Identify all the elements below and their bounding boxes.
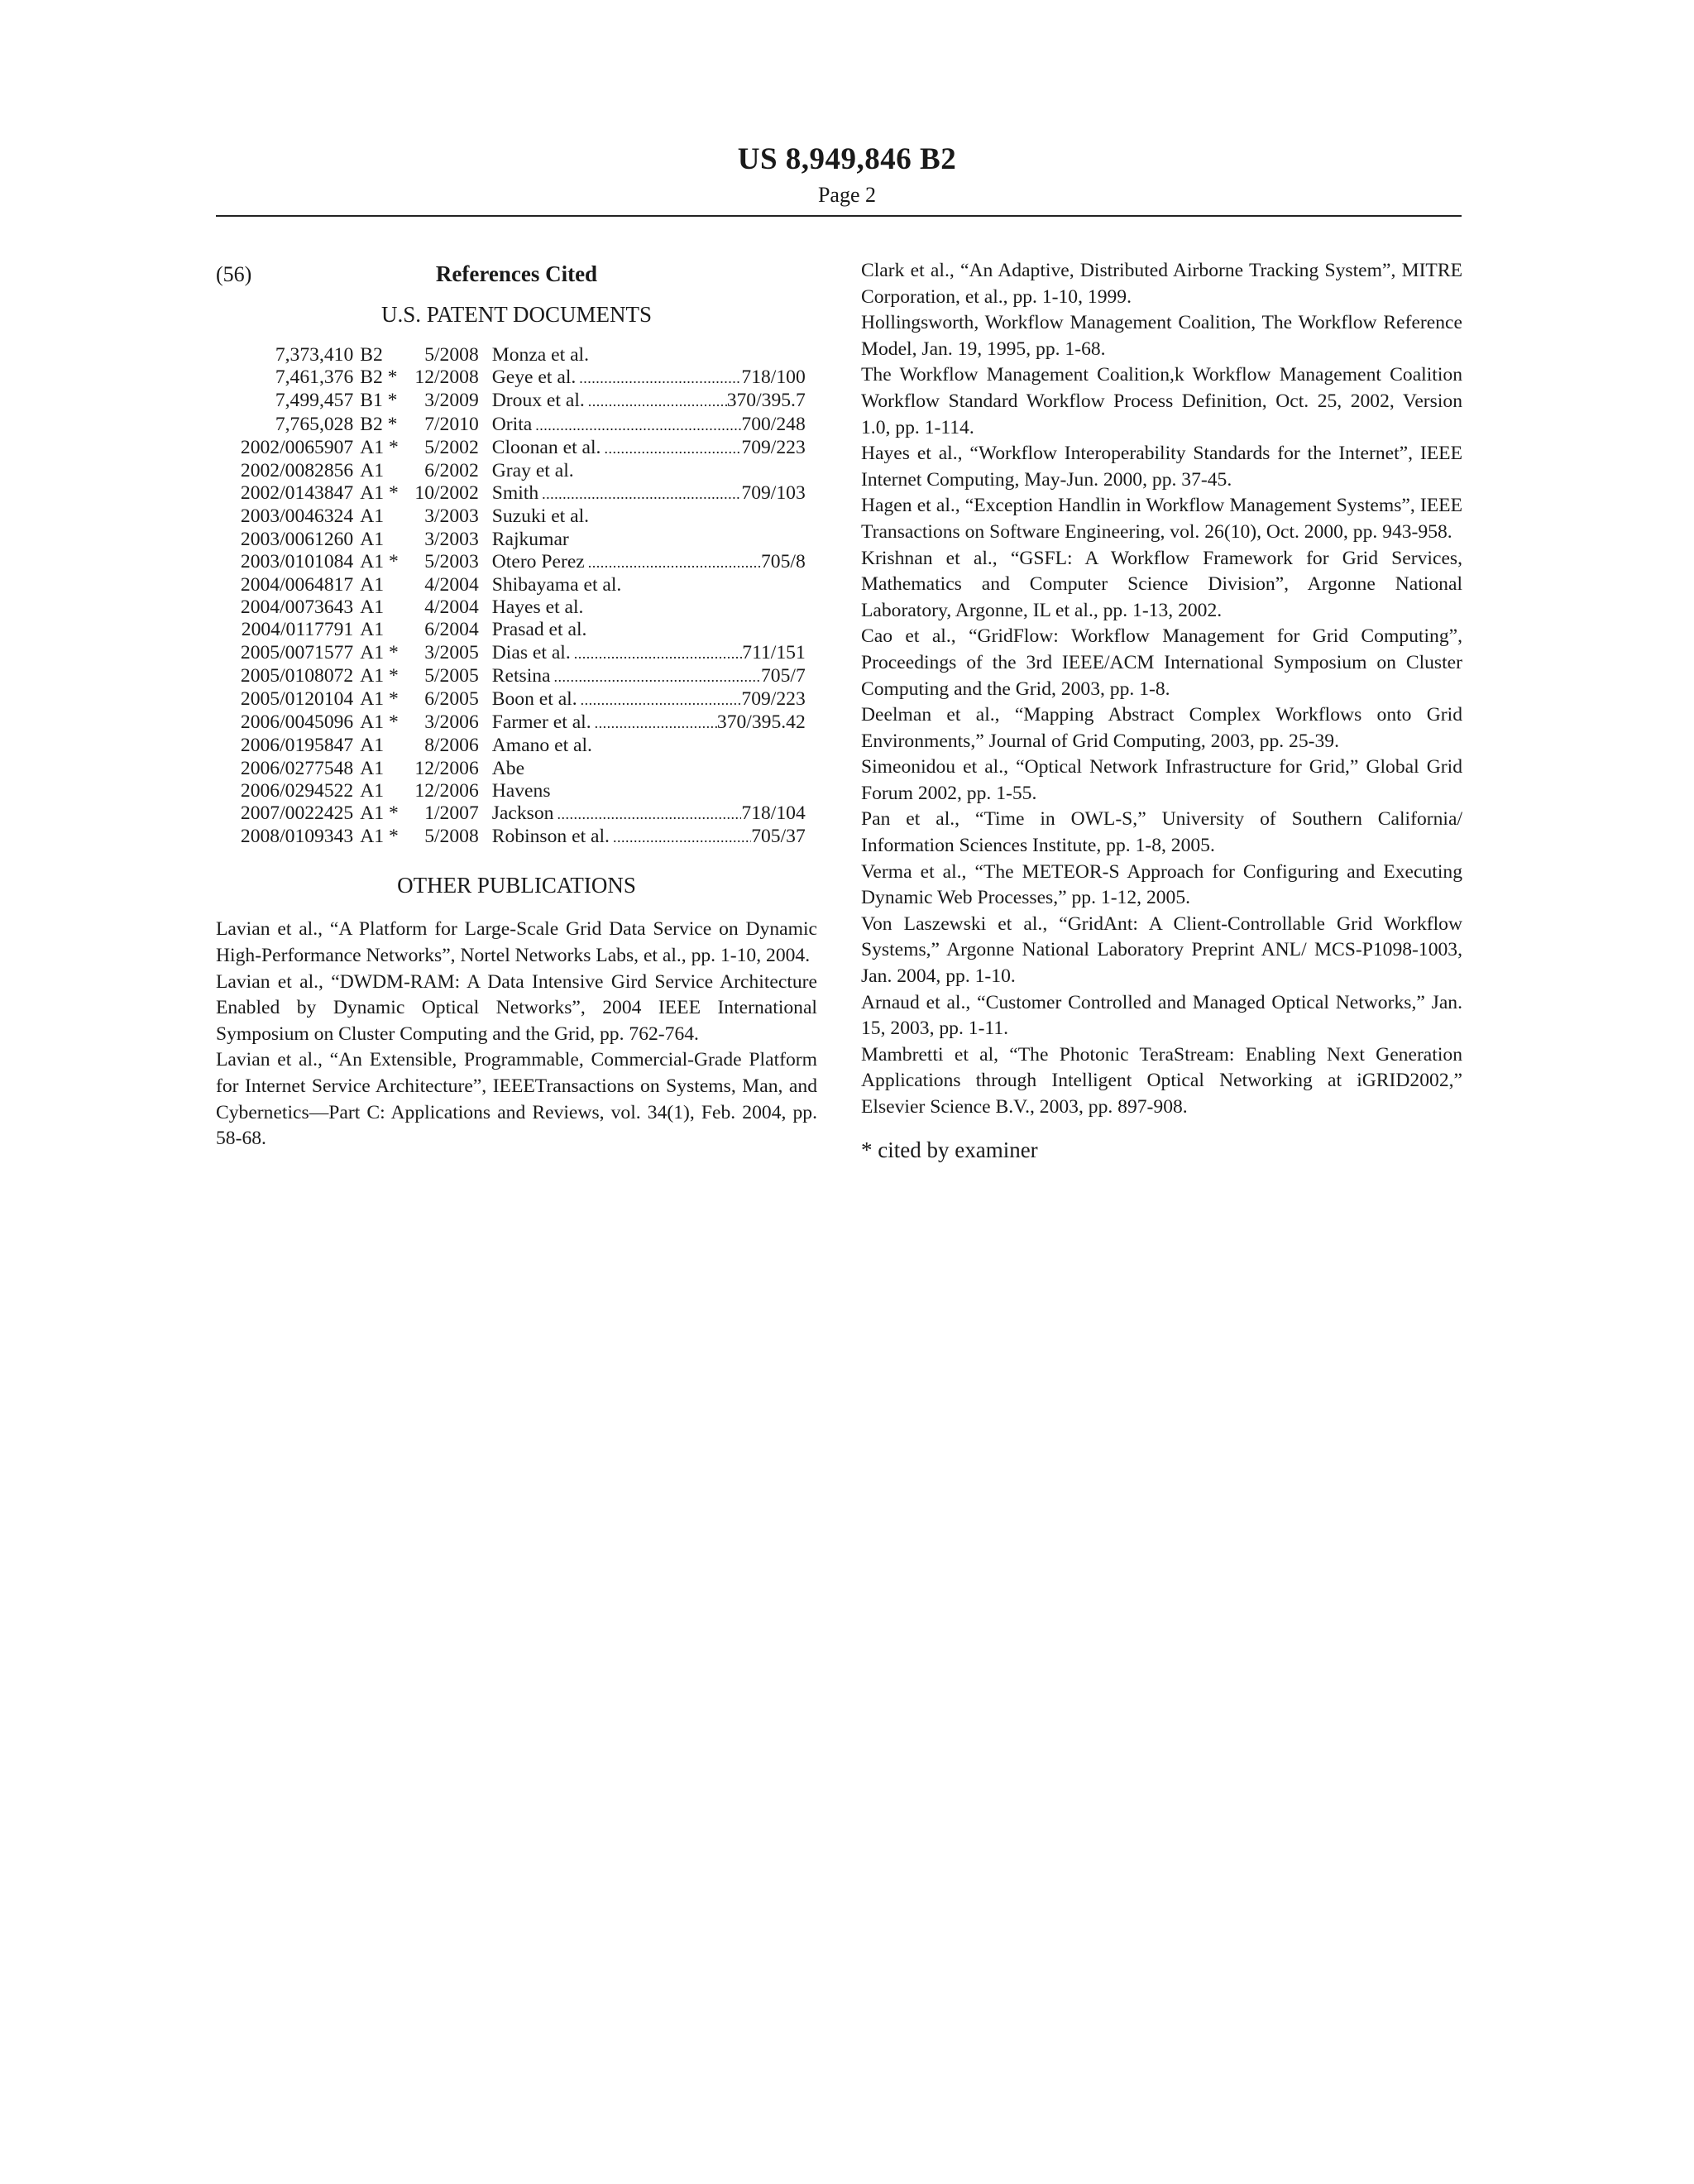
patent-number: US 8,949,846 B2 [737, 142, 957, 176]
dot-leader [532, 414, 741, 437]
patent-date-cell: 12/2006 [414, 779, 479, 802]
patent-class: 711/151 [742, 641, 806, 663]
patent-row [216, 826, 817, 849]
publication-entry: Arnaud et al., “Customer Controlled and Managed Optical Networks,” Jan. 15, 2003, pp. 1-11. [861, 991, 1462, 1040]
patent-inventor-cell [479, 529, 817, 551]
section-number: (56) [216, 262, 252, 286]
patent-row [216, 460, 817, 482]
patent-number-cell: 2003/0046324 [240, 505, 354, 528]
patent-kind-cell: A1 * [360, 688, 399, 711]
patent-number-cell: 2004/0064817 [240, 574, 354, 596]
patent-inventor: Otero Perez [491, 550, 585, 572]
other-publications-right [861, 258, 1462, 1121]
other-publications-left [216, 917, 817, 1152]
patent-row [216, 390, 817, 413]
patent-inventor: Havens [491, 779, 551, 802]
dot-leader [553, 802, 741, 826]
patent-class: 700/248 [741, 413, 806, 435]
dot-leader [610, 826, 751, 849]
patent-inventor-cell [479, 414, 817, 437]
patent-number-cell: 2003/0101084 [240, 550, 354, 572]
patent-inventor: Abe [491, 757, 525, 779]
patent-row [216, 574, 817, 596]
patent-inventor-cell [479, 758, 817, 780]
patent-number-cell: 2006/0294522 [240, 779, 354, 802]
patent-date-cell: 6/2004 [424, 619, 479, 641]
patent-row [216, 482, 817, 505]
patent-number-cell: 7,765,028 [275, 413, 354, 435]
patent-class: 705/8 [761, 550, 806, 572]
patent-inventor-cell [479, 619, 817, 641]
patent-inventor: Farmer et al. [491, 711, 591, 734]
patent-row [216, 642, 817, 665]
patent-number-cell: 2003/0061260 [240, 528, 354, 550]
patent-kind-cell: A1 [360, 596, 385, 619]
patent-inventor: Cloonan et al. [491, 436, 601, 458]
patent-kind-cell: A1 [360, 757, 385, 779]
publication-entry: Lavian et al., “A Platform for Large-Scale Grid Data Service on Dynamic High-Performance Networks”, Nortel Networks Labs, et al., pp. 1-10, 2004. [216, 918, 817, 967]
patent-date-cell: 6/2002 [424, 460, 479, 482]
patent-class: 709/103 [741, 482, 806, 505]
patent-number-cell: 2002/0065907 [240, 436, 354, 458]
patent-row [216, 366, 817, 390]
patent-row [216, 437, 817, 460]
dot-leader [591, 711, 717, 735]
dot-leader [551, 665, 761, 688]
patent-inventor-cell [479, 551, 817, 574]
publication-entry: Lavian et al., “DWDM-RAM: A Data Intensive Gird Service Architecture Enabled by Dynamic Optical Networks”, 2004 IEEE International Symposium on Cluster Computing and the Grid, pp. 762-764. [216, 970, 817, 1045]
patent-inventor: Robinson et al. [491, 826, 610, 848]
patent-inventor: Smith [491, 482, 539, 505]
patent-inventor-cell [479, 665, 817, 688]
patent-row [216, 551, 817, 574]
patent-inventor: Hayes et al. [491, 596, 584, 619]
patent-row [216, 344, 817, 366]
patent-number-cell: 2008/0109343 [240, 826, 354, 848]
patent-date-cell: 5/2008 [424, 344, 479, 366]
patent-inventor-cell [479, 505, 817, 528]
patent-class: 705/7 [761, 664, 806, 687]
patent-date-cell: 7/2010 [424, 413, 479, 435]
patent-inventor-cell [479, 460, 817, 482]
patent-inventor: Gray et al. [491, 460, 574, 482]
publication-entry: Pan et al., “Time in OWL-S,” University of Southern California/ Information Sciences Institute, pp. 1-8, 2005. [861, 808, 1462, 857]
patent-date-cell: 4/2004 [424, 596, 479, 619]
patent-number-cell: 2002/0082856 [240, 460, 354, 482]
right-column [861, 258, 1462, 1164]
patent-kind-cell: A1 * [360, 641, 399, 663]
patent-kind-cell: B2 [360, 344, 383, 366]
patent-inventor-cell [479, 826, 817, 849]
patent-row [216, 735, 817, 757]
patent-inventor-cell [479, 735, 817, 757]
left-column [216, 258, 817, 1152]
patent-number-cell: 2007/0022425 [240, 802, 354, 825]
patent-inventor: Geye et al. [491, 366, 577, 389]
patent-number-cell: 7,499,457 [275, 390, 354, 412]
patent-kind-cell: A1 * [360, 550, 399, 572]
patent-inventor-cell [479, 596, 817, 619]
patent-inventor: Dias et al. [491, 641, 571, 663]
patent-inventor-cell [479, 802, 817, 826]
patent-inventor: Boon et al. [491, 688, 577, 711]
dot-leader [585, 551, 761, 574]
patent-kind-cell: A1 * [360, 436, 399, 458]
patent-inventor-cell [479, 574, 817, 596]
page-number: Page 2 [817, 183, 877, 207]
us-patents-heading: U.S. PATENT DOCUMENTS [380, 302, 653, 327]
patent-inventor: Jackson [491, 802, 554, 825]
patent-inventor-cell [479, 482, 817, 505]
patent-date-cell: 3/2009 [424, 390, 479, 412]
patent-number-cell: 7,461,376 [275, 366, 354, 389]
patent-row [216, 711, 817, 735]
page-header [0, 141, 1694, 208]
patent-number-cell: 7,373,410 [275, 344, 354, 366]
patent-kind-cell: A1 * [360, 802, 399, 825]
patent-number-cell: 2005/0071577 [240, 641, 354, 663]
patent-number-cell: 2006/0045096 [240, 711, 354, 734]
patent-kind-cell: B1 * [360, 390, 398, 412]
patent-inventor: Monza et al. [491, 344, 590, 366]
patent-date-cell: 12/2006 [414, 757, 479, 779]
patent-number-cell: 2004/0117791 [241, 619, 354, 641]
other-publications-heading: OTHER PUBLICATIONS [397, 873, 636, 898]
publication-entry: Lavian et al., “An Extensible, Programmable, Commercial-Grade Platform for Internet Service Architecture”, IEEETransactions on Systems, Man, and Cybernetics—Part C: Applications and Reviews, vol. 34(1), Feb. 2004, pp. 58-68. [216, 1049, 817, 1150]
patent-row [216, 529, 817, 551]
publication-entry: Cao et al., “GridFlow: Workflow Management for Grid Computing”, Proceedings of the 3rd IEEE/ACM International Symposium on Cluster Computing and the Grid, 2003, pp. 1-8. [861, 625, 1462, 700]
patent-date-cell: 8/2006 [424, 735, 479, 757]
patent-date-cell: 3/2005 [424, 641, 479, 663]
dot-leader [576, 366, 741, 390]
dot-leader [585, 390, 727, 413]
dot-leader [538, 482, 741, 505]
patent-date-cell: 3/2003 [424, 505, 479, 528]
patent-kind-cell: A1 [360, 574, 385, 596]
patent-number-cell: 2005/0120104 [240, 688, 354, 711]
patent-kind-cell: A1 [360, 505, 385, 528]
patent-kind-cell: A1 [360, 528, 385, 550]
patent-inventor-cell [479, 688, 817, 711]
patent-kind-cell: A1 [360, 460, 385, 482]
patent-date-cell: 5/2003 [424, 550, 479, 572]
patent-kind-cell: A1 [360, 779, 385, 802]
patent-number-cell: 2006/0277548 [240, 757, 354, 779]
patent-inventor: Droux et al. [491, 390, 585, 412]
patent-class: 718/104 [741, 802, 806, 825]
patent-inventor-cell [479, 711, 817, 735]
patent-row [216, 619, 817, 641]
patent-kind-cell: A1 [360, 735, 385, 757]
publication-entry: Clark et al., “An Adaptive, Distributed Airborne Tracking System”, MITRE Corporation, et al., pp. 1-10, 1999. [861, 260, 1462, 308]
patent-inventor-cell [479, 437, 817, 460]
patent-kind-cell: A1 * [360, 826, 399, 848]
patent-inventor: Amano et al. [491, 735, 592, 757]
dot-leader [601, 437, 741, 460]
publication-entry: Hagen et al., “Exception Handlin in Workflow Management Systems”, IEEE Transactions on Software Engineering, vol. 26(10), Oct. 2000, pp. 943-958. [861, 495, 1462, 543]
patent-date-cell: 1/2007 [424, 802, 479, 825]
patent-row [216, 802, 817, 826]
patent-date-cell: 4/2004 [424, 574, 479, 596]
patent-row [216, 688, 817, 711]
patent-row [216, 780, 817, 802]
patent-date-cell: 12/2008 [414, 366, 479, 389]
references-heading [216, 258, 817, 290]
publication-entry: Mambretti et al, “The Photonic TeraStream: Enabling Next Generation Applications through Intelligent Optical Networking at iGRID2002,” Elsevier Science B.V., 2003, pp. 897-908. [861, 1043, 1462, 1118]
patent-date-cell: 5/2002 [424, 436, 479, 458]
patent-class: 709/223 [741, 436, 806, 458]
patent-class: 705/37 [751, 826, 806, 848]
us-patents-table [216, 344, 817, 849]
publication-entry: The Workflow Management Coalition,k Workflow Management Coalition Workflow Standard Workflow Process Definition, Oct. 25, 2002, Version 1.0, pp. 1-114. [861, 364, 1462, 438]
publication-entry: Hollingsworth, Workflow Management Coalition, The Workflow Reference Model, Jan. 19, 1995, pp. 1-68. [861, 312, 1462, 360]
patent-inventor: Retsina [491, 664, 551, 687]
patent-class: 370/395.42 [716, 711, 806, 734]
patent-class: 370/395.7 [726, 390, 806, 412]
publication-entry: Krishnan et al., “GSFL: A Workflow Framework for Grid Services, Mathematics and Computer Science Division”, Argonne National Laboratory, Argonne, IL et al., pp. 1-13, 2002. [861, 547, 1462, 621]
patent-inventor-cell [479, 780, 817, 802]
publication-entry: Von Laszewski et al., “GridAnt: A Client-Controllable Grid Workflow Systems,” Argonne National Laboratory Preprint ANL/ MCS-P1098-1003, Jan. 2004, pp. 1-10. [861, 912, 1462, 988]
patent-kind-cell: A1 * [360, 711, 399, 734]
patent-row [216, 758, 817, 780]
patent-class: 718/100 [741, 366, 806, 389]
patent-date-cell: 6/2005 [424, 688, 479, 711]
patent-date-cell: 3/2006 [424, 711, 479, 734]
publication-entry: Deelman et al., “Mapping Abstract Complex Workflows onto Grid Environments,” Journal of Grid Computing, 2003, pp. 25-39. [861, 704, 1462, 752]
patent-row [216, 596, 817, 619]
patent-date-cell: 5/2008 [424, 826, 479, 848]
patent-number-cell: 2002/0143847 [240, 482, 354, 505]
patent-row [216, 414, 817, 437]
dot-leader [571, 642, 743, 665]
patent-row [216, 665, 817, 688]
patent-inventor: Shibayama et al. [491, 574, 622, 596]
patent-date-cell: 5/2005 [424, 664, 479, 687]
patent-kind-cell: A1 * [360, 482, 399, 505]
patent-row [216, 505, 817, 528]
patent-kind-cell: A1 * [360, 664, 399, 687]
patent-kind-cell: B2 * [360, 413, 398, 435]
patent-inventor-cell [479, 642, 817, 665]
publication-entry: Simeonidou et al., “Optical Network Infrastructure for Grid,” Global Grid Forum 2002, pp. 1-55. [861, 756, 1462, 804]
patent-inventor-cell [479, 390, 817, 413]
cited-by-examiner-note: * cited by examiner [861, 1137, 1038, 1162]
patent-date-cell: 3/2003 [424, 528, 479, 550]
patent-inventor: Suzuki et al. [491, 505, 590, 528]
patent-inventor: Rajkumar [491, 528, 569, 550]
section-title: References Cited [435, 261, 598, 286]
patent-inventor-cell [479, 344, 817, 366]
patent-inventor: Prasad et al. [491, 619, 587, 641]
patent-inventor-cell [479, 366, 817, 390]
patent-number-cell: 2005/0108072 [240, 664, 354, 687]
patent-inventor: Orita [491, 413, 533, 435]
header-rule [216, 215, 1462, 217]
patent-number-cell: 2004/0073643 [240, 596, 354, 619]
patent-class: 709/223 [741, 688, 806, 711]
patent-kind-cell: A1 [360, 619, 385, 641]
publication-entry: Hayes et al., “Workflow Interoperability Standards for the Internet”, IEEE Internet Computing, May-Jun. 2000, pp. 37-45. [861, 443, 1462, 491]
patent-kind-cell: B2 * [360, 366, 398, 389]
dot-leader [577, 688, 742, 711]
patent-number-cell: 2006/0195847 [240, 735, 354, 757]
publication-entry: Verma et al., “The METEOR-S Approach for Configuring and Executing Dynamic Web Processes,” pp. 1-12, 2005. [861, 860, 1462, 909]
patent-date-cell: 10/2002 [414, 482, 479, 505]
